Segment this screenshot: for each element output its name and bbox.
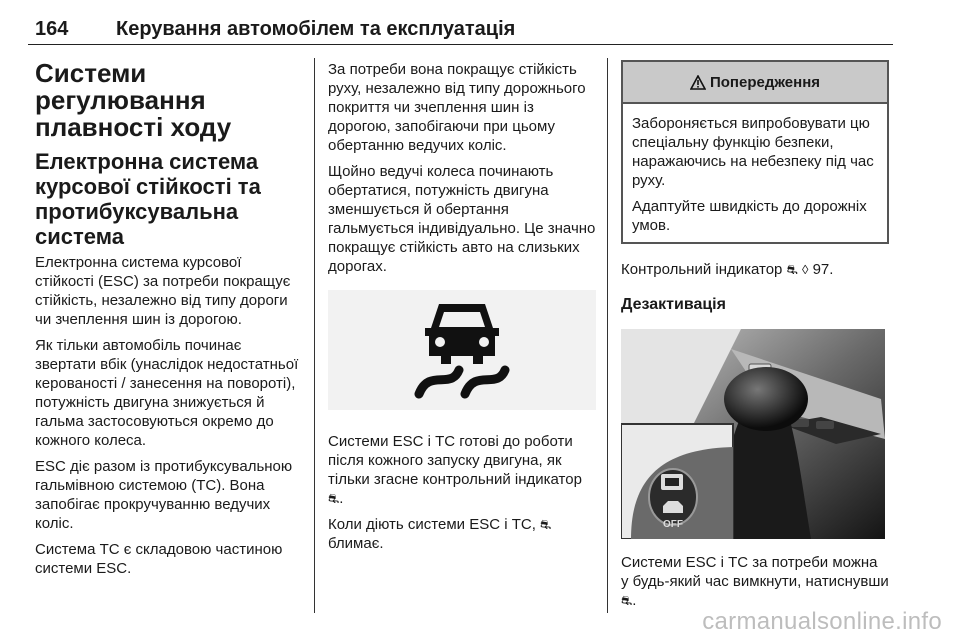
paragraph: ESC діє разом із протибуксувальною гальмівною системою (TC). Вона запобігає прокручуванню ведучих коліс. xyxy=(35,458,293,532)
center-console-photo xyxy=(621,329,885,539)
warning-box xyxy=(621,60,889,244)
paragraph: Система TC є складовою частиною системи ESC. xyxy=(35,541,283,577)
column-middle xyxy=(328,60,596,560)
column-divider xyxy=(314,58,315,613)
warning-text: Адаптуйте швидкість до дорожніх умов. xyxy=(632,198,867,234)
column-left xyxy=(35,60,299,585)
paragraph: Системи ESC і TC за потреби можна у будь-який час вимкнути, натиснувши ⛐. xyxy=(621,554,889,609)
skidding-car-icon xyxy=(407,296,517,402)
skidding-car-icon: ⛐ xyxy=(540,517,552,532)
subsection-title: Дезактивація xyxy=(621,296,726,313)
paragraph: Коли діють системи ESC і TC, ⛐ блимає. xyxy=(328,516,552,552)
warning-title: Попередження xyxy=(709,73,821,91)
paragraph: За потреби вона покращує стійкість руху, незалежно від типу дорожнього покриття чи зчеплення шин із дорогою, запобігаючи при цьому обертанню ведучих коліс. xyxy=(328,61,586,154)
subsection-title: Електронна система курсової стійкості та протибуксувальна система xyxy=(35,149,261,249)
paragraph: Як тільки автомобіль починає звертати вбік (унаслідок недостатньої керованості / занесення на повороті), потужність двигуна знижується й гальма застосовуються окремо до кожного колеса. xyxy=(35,337,299,449)
warning-triangle-icon xyxy=(690,75,706,90)
paragraph: Щойно ведучі колеса починають обертатися, потужність двигуна зменшується й обертання гальмується індивідуально. Це значно покращує стійкість авто на слизьких дорогах. xyxy=(328,163,596,275)
warning-text: Забороняється випробовувати цю спеціальну функцію безпеки, наражаючись на небезпеку під час руху. xyxy=(632,115,874,189)
warning-header xyxy=(623,62,887,104)
page-number: 164 xyxy=(35,18,69,40)
skidding-car-icon: ⛐ xyxy=(786,262,798,277)
paragraph: Електронна система курсової стійкості (ESC) за потреби покращує стійкість, незалежно від типу дороги чи зчеплення шин із дорогою. xyxy=(35,254,291,328)
section-title: Системи регулювання плавності ходу xyxy=(35,58,232,142)
column-divider xyxy=(607,58,608,613)
paragraph: Контрольний індикатор ⛐ ◊ 97. xyxy=(621,261,834,278)
header-title: Керування автомобілем та експлуатація xyxy=(116,18,516,40)
center-console-illustration xyxy=(621,329,885,539)
esc-tc-indicator-illustration xyxy=(328,290,596,410)
watermark: carmanualsonline.info xyxy=(702,608,942,635)
page-header xyxy=(28,10,893,45)
page-reference-icon: ◊ xyxy=(801,262,809,277)
column-right xyxy=(621,60,889,617)
paragraph: Системи ESC і TC готові до роботи після кожного запуску двигуна, як тільки згасне контрольний індикатор ⛐. xyxy=(328,433,582,507)
off-button-label: OFF xyxy=(663,519,683,530)
skidding-car-icon: ⛐ xyxy=(328,491,340,506)
esc-off-button-icon: ⛐ xyxy=(621,593,633,608)
